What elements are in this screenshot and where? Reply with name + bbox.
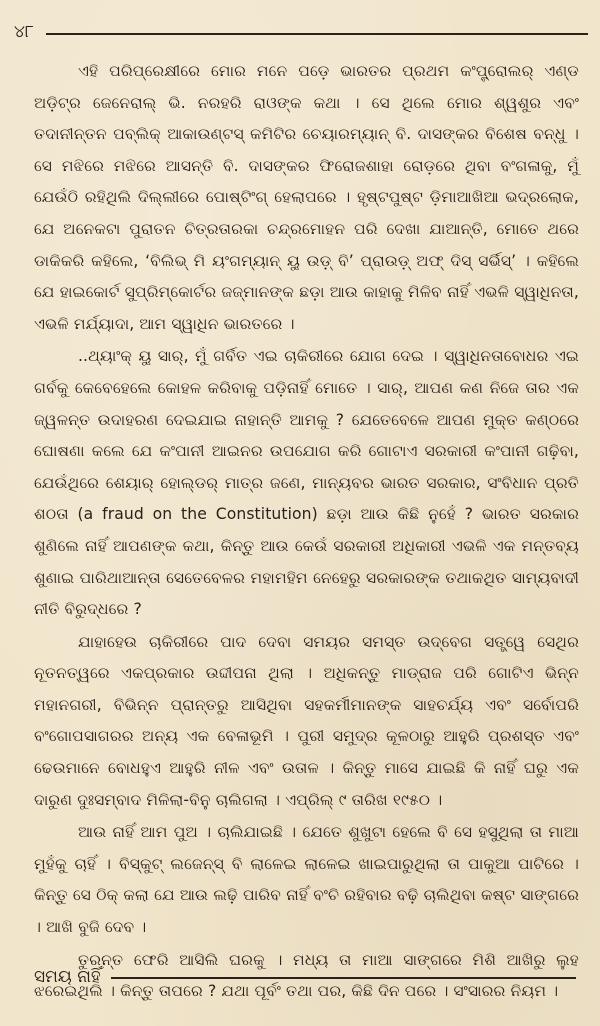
paragraph-2: ..ଥ୍ୟାଂକ୍ ୟୁ ସାର୍, ମୁଁ ଗର୍ବିତ ଏଇ ଚାକିରୀରେ ଯୋଗ ଦେଇ । ସ୍ୱାଧିନତାବୋଧର ଏଇ ଗର୍ବକୁ କେବେହେଲେ କୋହଳ କରିବାକୁ ପଡ଼ିନାହିଁ ମୋତେ । ସାର୍, ଆପଣ କଣ ନିଜେ ତାର ଏକ ଜ୍ୱଳନ୍ତ ଉଦାହରଣ ଦେଇଯାଇ ନାହାନ୍ତି ଆମକୁ ? ଯେତେବେଳେ ଆପଣ ମୁକ୍ତ କଣ୍ଠରେ ଘୋଷଣା କଲେ ଯେ କଂପାନୀ ଆଇନର ଉପଯୋଗ କରି ଗୋଟାଏ ସରକାରୀ କଂପାନୀ ଗଢ଼ିବା, ଯେଉଁଥିରେ ଶେୟାର୍ ହୋଲ୍ଡର୍ ମାତ୍ର ଜଣେ, ମାନ୍ୟବର ଭାରତ ସରକାର, ସଂବିଧାନ ପ୍ରତି ଶଠତା (a fraud on the Constitution) ଛଡ଼ା ଆଉ କିଛି ନୁହେଁ ? ଭାରତ ସରକାର ଶୁଣିଲେ ନାହିଁ ଆପଣଙ୍କ କଥା, କିନ୍ତୁ ଆଉ କେଉଁ ସରକାରୀ ଅଧିକାରୀ ଏଭଳି ଏକ ମନ୍ତବ୍ୟ ଶୁଣାଇ ପାରିଥାଆନ୍ତା ସେତେବେଳର ମହାମହିମ ନେହେରୁ ସରକାରଙ୍କ ତଥାକଥିତ ସାମ୍ୟବାଦୀ ନୀତି ବିରୁଦ୍ଧରେ ? — [34, 347, 579, 619]
page-header — [14, 24, 588, 41]
paragraph-3: ଯାହାହେଉ ଚାକିରୀରେ ପାଦ ଦେବା ସମୟର ସମସ୍ତ ଉଦ୍‌ବେଗ ସତ୍ତ୍ୱେ ସେଥିର ନୂତନତ୍ୱରେ ଏକପ୍ରକାର ଉଦ୍ଦୀପନା ଥିଲା । ଅଧିକନ୍ତୁ ମାଡ୍ରାଜ ପରି ଗୋଟିଏ ଭିନ୍ନ ମହାନଗରୀ, ବିଭିନ୍ନ ପ୍ରାନ୍ତରୁ ଆସିଥିବା ସହକର୍ମୀମାନଙ୍କ ସାହଚର୍ଯ୍ୟ ଏବଂ ସର୍ବୋପରି ବଂଗୋପସାଗରର ଅନ୍ୟ ଏକ ବେଳାଭୂମି । ପୁରୀ ସମୁଦ୍ର କୂଳଠାରୁ ଆହୁରି ପ୍ରଶସ୍ତ ଏବଂ ଢେଉମାନେ ବୋଧହୁଏ ଆହୁରି ନୀଳ ଏବଂ ଉତାଳ । କିନ୍ତୁ ମାସେ ଯାଇଛି କି ନାହିଁ ଘରୁ ଏକ ଦାରୁଣ ଦୁଃସମ୍ବାଦ ମିଳିଲା-ବିନୁ ଚାଲିଗଲା । ଏପ୍ରିଲ୍ ୯ ତାରିଖ ୧୯୫୦ । — [34, 632, 579, 809]
page-footer — [34, 967, 576, 987]
page-body — [34, 56, 579, 1009]
footer-rule — [111, 977, 576, 979]
paragraph-1: ଏହି ପରିପ୍ରେକ୍ଷୀରେ ମୋର ମନେ ପଡ଼େ ଭାରତର ପ୍ରଥମ କଂପ୍ଟ୍ରୋଲର୍ ଏଣ୍ଡ ଅଡ଼ିଟ୍ର ଜେନେରାଲ୍ ଭି. ନରହରି ରାଓଙ୍କ କଥା । ସେ ଥିଲେ ମୋର ଶ୍ୱଶୁର ଏବଂ ତଦାନୀନ୍ତନ ପବ୍ଲିକ୍ ଆକାଉଣ୍ଟସ୍ କମିଟିର ଚେୟାରମ୍ୟାନ୍ ବି. ଦାସଙ୍କର ବିଶେଷ ବନ୍ଧୁ । ସେ ମଝିରେ ମଝିରେ ଆସନ୍ତି ବି. ଦାସଙ୍କର ଫିରୋଜଶାହା ରୋଡ଼ରେ ଥିବା ବଂଗଳାକୁ, ମୁଁ ଯେଉଁଠି ରହିଥିଲି ଦିଲ୍ଲୀରେ ପୋଷ୍ଟିଂଗ୍ ହେଲାପରେ । ହୃଷ୍ଟପୁଷ୍ଟ ଡ଼ିମାଆଖିଆ ଭଦ୍ରଲୋକ, ଯେ ଅନେକଟା ପୁରାତନ ଚିତ୍ରତାରକା ଚନ୍ଦ୍ରମୋହନ ପରି ଦେଖା ଯାଆନ୍ତି, ମୋତେ ଥରେ ଡାକିକରି କହିଲେ, ‘ବିଲିଭ୍ ମି ୟଂଗମ୍ୟାନ୍ ୟୁ ଉଡ଼୍ ବି’ ପ୍ରାଉଡ଼୍ ଅଫ୍ ଦିସ୍ ସର୍ଭିସ୍’ । କହିଲେ ଯେ ହାଇକୋର୍ଟ ସୁପ୍ରିମ୍‌କୋର୍ଟର ଜଜ୍‌ମାନଙ୍କ ଛଡ଼ା ଆଉ କାହାକୁ ମିଳିବ ନାହିଁ ଏଭଳି ସ୍ୱାଧିନତା, ଏଭଳି ମର୍ଯ୍ୟାଦା, ଆମ ସ୍ୱାଧିନ ଭାରତରେ । — [34, 62, 579, 333]
section-title: ସମୟ ନାହିଁ — [34, 967, 101, 987]
paragraph-5: ତୁରନ୍ତ ଫେରି ଆସିଲି ଘରକୁ । ମଧ୍ୟ ତା ମାଆ ସାଙ୍ଗରେ ମିଶି ଆଖିରୁ ଲୁହ ଝରେଇଥିଲି । କିନ୍ତୁ ତାପରେ ? ଯଥା ପୂର୍ବଂ ତଥା ପର, କିଛି ଦିନ ପରେ । ସଂସାରର ନିୟମ । — [34, 950, 579, 1001]
header-rule — [46, 33, 588, 35]
page-number: ୪୮ — [14, 22, 34, 42]
paragraph-4: ଆଉ ନାହିଁ ଆମ ପୁଅ । ଚାଲିଯାଇଛି । ଯେତେ ଶୁଖୁଟା ହେଲେ ବି ସେ ହସୁଥିଲା ତା ମାଆ ମୁହଁକୁ ଚାହିଁ । ବିସ୍କୁଟ୍ ଲଜେନ୍‌ସ୍ ବି ଲାଳେଇ ଲାଳେଇ ଖାଇପାରୁଥିଲା ତା ପାକୁଆ ପାଟିରେ । କିନ୍ତୁ ସେ ଠିକ୍ କଲା ଯେ ଆଉ ଲଢ଼ି ପାରିବ ନାହିଁ ବଂଚି ରହିବାର ବଢ଼ି ଚାଲିଥିବା କଷ୍ଟ ସାଙ୍ଗରେ । ଆଖି ବୁଜି ଦେବ । — [34, 823, 579, 937]
